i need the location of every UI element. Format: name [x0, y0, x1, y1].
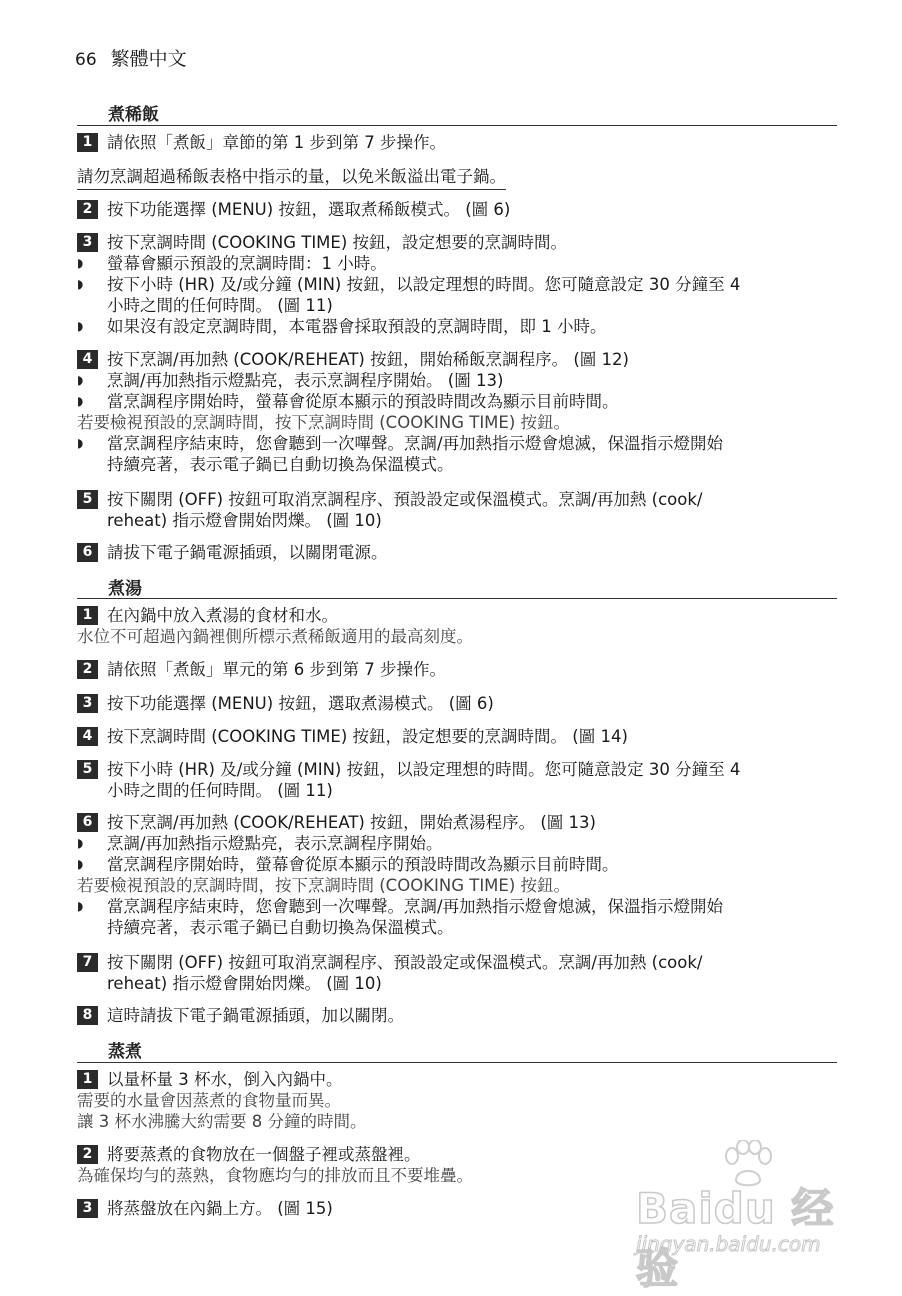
congee-step-5 — [77, 489, 837, 531]
section-rule — [77, 125, 837, 126]
bullet-item — [77, 896, 837, 938]
bullet-icon: ◗ — [77, 319, 84, 333]
steam-step-1 — [77, 1069, 837, 1090]
step-text — [107, 952, 837, 994]
steam-step-1-note-2: 讓 3 杯水沸騰大約需要 8 分鐘的時間。 — [77, 1112, 367, 1131]
section-rule — [77, 1062, 837, 1063]
bullet-line: 小時之間的任何時間。 (圖 11) — [107, 296, 333, 315]
bullet-text: 烹調/再加熱指示燈點亮，表示烹調程序開始。 — [107, 834, 443, 853]
section-title-soup: 煮湯 — [108, 579, 142, 599]
step-number: 6 — [77, 813, 98, 832]
bullet-text — [107, 274, 837, 316]
bullet-icon: ◗ — [77, 836, 84, 850]
watermark-brand: Baidu 经验 — [636, 1184, 835, 1293]
step-number: 4 — [77, 350, 98, 369]
bullet-text: 烹調/再加熱指示燈點亮，表示烹調程序開始。 (圖 13) — [107, 371, 504, 390]
step-text: 按下功能選擇 (MENU) 按鈕，選取煮湯模式。 (圖 6) — [107, 694, 494, 713]
bullet-icon: ◗ — [77, 899, 84, 913]
congee-step-2 — [77, 199, 837, 220]
step-number: 3 — [77, 1199, 98, 1218]
soup-step-4 — [77, 726, 837, 747]
step-text: 以量杯量 3 杯水，倒入內鍋中。 — [107, 1070, 343, 1089]
step-number: 1 — [77, 606, 98, 625]
step-number: 6 — [77, 543, 98, 562]
soup-step-6-note: 若要檢視預設的烹調時間，按下烹調時間 (COOKING TIME) 按鈕。 — [77, 876, 571, 895]
bullet-icon: ◗ — [77, 373, 84, 387]
page-number: 66 — [75, 50, 97, 70]
bullet-item — [77, 316, 837, 337]
bullet-item — [77, 274, 837, 316]
bullet-item — [77, 370, 837, 391]
steam-step-2-note: 為確保均勻的蒸熟，食物應均勻的排放而且不要堆疊。 — [77, 1166, 473, 1185]
bullet-item — [77, 433, 837, 475]
soup-step-6 — [77, 812, 837, 833]
step-text: 將蒸盤放在內鍋上方。 (圖 15) — [107, 1199, 333, 1218]
step-text: 在內鍋中放入煮湯的食材和水。 — [107, 606, 338, 625]
congee-step-4-note: 若要檢視預設的烹調時間，按下烹調時間 (COOKING TIME) 按鈕。 — [77, 413, 571, 432]
steam-step-1-note-1: 需要的水量會因蒸煮的食物量而異。 — [77, 1091, 341, 1110]
step-number: 3 — [77, 233, 98, 252]
bullet-text: 當烹調程序開始時，螢幕會從原本顯示的預設時間改為顯示目前時間。 — [107, 855, 619, 874]
congee-step-4 — [77, 349, 837, 370]
bullet-text: 當烹調程序開始時，螢幕會從原本顯示的預設時間改為顯示目前時間。 — [107, 392, 619, 411]
step-line: 按下關閉 (OFF) 按鈕可取消烹調程序、預設設定或保溫模式。烹調/再加熱 (cook/ — [107, 490, 703, 509]
bullet-text — [107, 433, 837, 475]
bullet-text: 如果沒有設定烹調時間，本電器會採取預設的烹調時間，即 1 小時。 — [107, 317, 607, 336]
step-text: 按下烹調/再加熱 (COOK/REHEAT) 按鈕，開始稀飯烹調程序。 (圖 12) — [107, 350, 629, 369]
bullet-icon: ◗ — [77, 394, 84, 408]
bullet-icon: ◗ — [77, 857, 84, 871]
bullet-line: 持續亮著，表示電子鍋已自動切換為保溫模式。 — [107, 918, 454, 937]
step-line: 按下小時 (HR) 及/或分鐘 (MIN) 按鈕，以設定理想的時間。您可隨意設定 30 分鐘至 4 — [107, 760, 741, 779]
page-language: 繁體中文 — [110, 48, 187, 70]
watermark-url: jingyan.baidu.com — [636, 1232, 821, 1256]
soup-step-3 — [77, 693, 837, 714]
step-text — [107, 759, 837, 801]
congee-warning: 請勿烹調超過稀飯表格中指示的量，以免米飯溢出電子鍋。 — [77, 166, 506, 190]
bullet-item — [77, 833, 837, 854]
bullet-text: 螢幕會顯示預設的烹調時間：1 小時。 — [107, 254, 387, 273]
soup-step-8 — [77, 1005, 837, 1026]
step-number: 4 — [77, 727, 98, 746]
bullet-line: 持續亮著，表示電子鍋已自動切換為保溫模式。 — [107, 455, 454, 474]
congee-step-6 — [77, 542, 837, 563]
step-number: 2 — [77, 200, 98, 219]
step-number: 5 — [77, 490, 98, 509]
step-text: 按下烹調時間 (COOKING TIME) 按鈕，設定想要的烹調時間。 — [107, 233, 568, 252]
bullet-item — [77, 391, 837, 412]
bullet-item — [77, 253, 837, 274]
bullet-item — [77, 854, 837, 875]
bullet-icon: ◗ — [77, 436, 84, 450]
step-number: 1 — [77, 1070, 98, 1089]
step-line: reheat) 指示燈會開始閃爍。 (圖 10) — [107, 511, 382, 530]
step-text: 請依照「煮飯」單元的第 6 步到第 7 步操作。 — [107, 660, 446, 679]
section-rule — [77, 598, 837, 599]
section-title-steam: 蒸煮 — [108, 1042, 142, 1062]
soup-step-5 — [77, 759, 837, 801]
step-number: 2 — [77, 660, 98, 679]
step-number: 7 — [77, 953, 98, 972]
step-line: reheat) 指示燈會開始閃爍。 (圖 10) — [107, 974, 382, 993]
bullet-line: 當烹調程序結束時，您會聽到一次嗶聲。烹調/再加熱指示燈會熄滅，保溫指示燈開始 — [107, 434, 724, 453]
step-number: 5 — [77, 760, 98, 779]
bullet-text — [107, 896, 837, 938]
step-number: 2 — [77, 1145, 98, 1164]
congee-step-1 — [77, 132, 837, 153]
step-text — [107, 489, 837, 531]
step-line: 按下關閉 (OFF) 按鈕可取消烹調程序、預設設定或保溫模式。烹調/再加熱 (cook/ — [107, 953, 703, 972]
step-text: 請拔下電子鍋電源插頭，以關閉電源。 — [107, 543, 388, 562]
step-text: 將要蒸煮的食物放在一個盤子裡或蒸盤裡。 — [107, 1145, 421, 1164]
soup-step-7 — [77, 952, 837, 994]
step-text: 這時請拔下電子鍋電源插頭，加以關閉。 — [107, 1006, 404, 1025]
bullet-icon: ◗ — [77, 256, 84, 270]
bullet-line: 按下小時 (HR) 及/或分鐘 (MIN) 按鈕，以設定理想的時間。您可隨意設定 30 分鐘至 4 — [107, 275, 741, 294]
congee-step-3 — [77, 232, 837, 253]
page-header — [75, 44, 187, 72]
soup-step-1 — [77, 605, 837, 626]
bullet-icon: ◗ — [77, 277, 84, 291]
step-number: 1 — [77, 133, 98, 152]
step-text: 按下烹調時間 (COOKING TIME) 按鈕，設定想要的烹調時間。 (圖 14) — [107, 727, 628, 746]
bullet-line: 當烹調程序結束時，您會聽到一次嗶聲。烹調/再加熱指示燈會熄滅，保溫指示燈開始 — [107, 897, 724, 916]
soup-step-1-note: 水位不可超過內鍋裡側所標示煮稀飯適用的最高刻度。 — [77, 627, 473, 646]
step-number: 8 — [77, 1006, 98, 1025]
step-number: 3 — [77, 694, 98, 713]
step-text: 按下功能選擇 (MENU) 按鈕，選取煮稀飯模式。 (圖 6) — [107, 200, 511, 219]
step-line: 小時之間的任何時間。 (圖 11) — [107, 781, 333, 800]
soup-step-2 — [77, 659, 837, 680]
section-title-congee: 煮稀飯 — [108, 105, 159, 125]
step-text: 請依照「煮飯」章節的第 1 步到第 7 步操作。 — [107, 133, 446, 152]
baidu-watermark — [636, 1140, 856, 1293]
step-text: 按下烹調/再加熱 (COOK/REHEAT) 按鈕，開始煮湯程序。 (圖 13) — [107, 813, 596, 832]
